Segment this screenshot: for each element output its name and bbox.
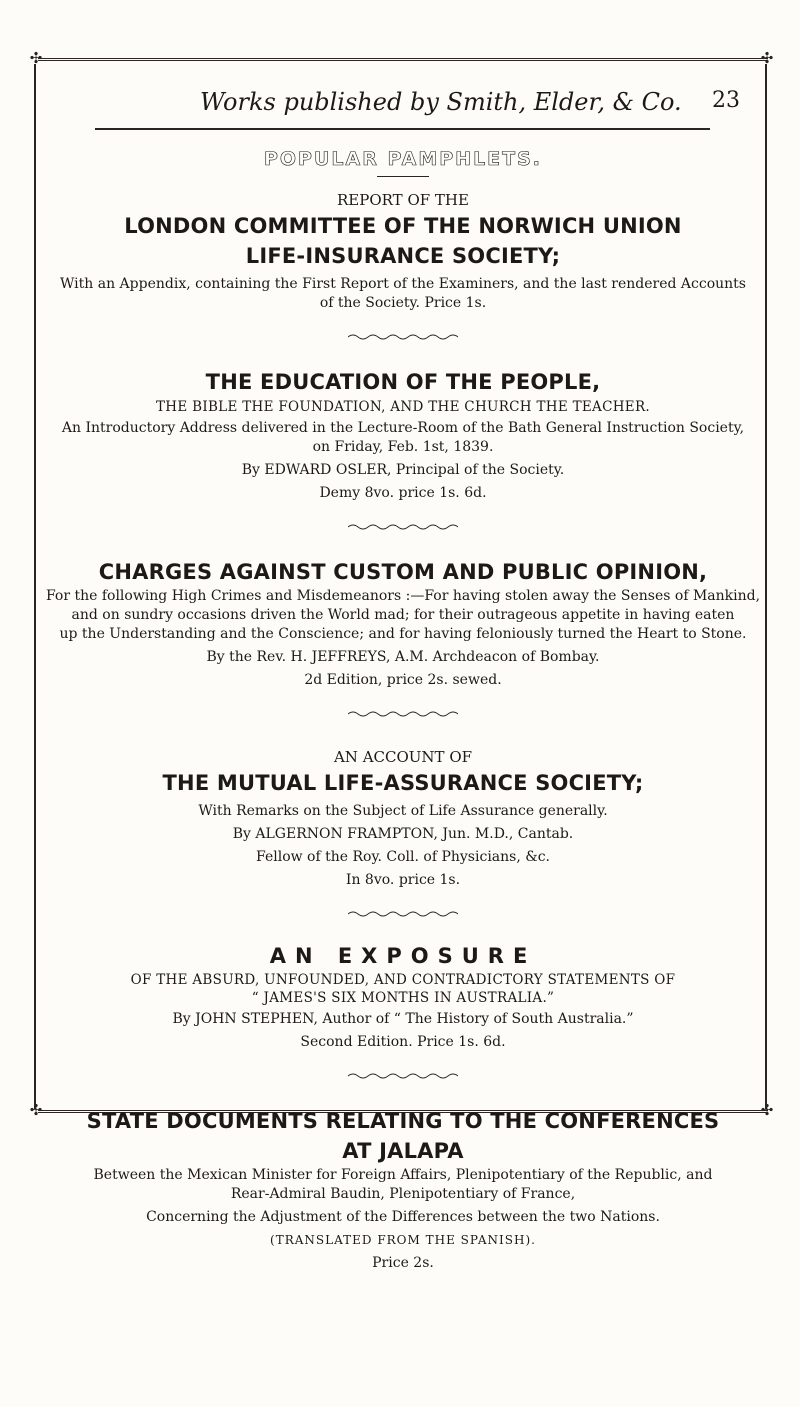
entry-line: For the following High Crimes and Misdemeanors :—For having stolen away the Senses of Mankind, <box>45 588 761 604</box>
entry-title: CHARGES AGAINST CUSTOM AND PUBLIC OPINION, <box>98 560 708 584</box>
entry-line: With Remarks on the Subject of Life Assurance generally. <box>198 803 608 819</box>
entry-line: up the Understanding and the Conscience; and for having feloniously turned the Heart to Stone. <box>59 626 747 642</box>
entry-title: LONDON COMMITTEE OF THE NORWICH UNION <box>124 214 682 238</box>
entry-subtitle: “ JAMES'S SIX MONTHS IN AUSTRALIA.” <box>251 990 555 1006</box>
entry-pre-title: REPORT OF THE <box>337 191 469 209</box>
entry-pre-title: AN ACCOUNT OF <box>333 748 473 766</box>
entry-price: In 8vo. price 1s. <box>345 872 461 888</box>
entry-subtitle: OF THE ABSURD, UNFOUNDED, AND CONTRADICTORY STATEMENTS OF <box>130 972 676 988</box>
page-number: 23 <box>712 88 740 113</box>
corner-ornament-icon: ✣ <box>29 49 43 67</box>
pamphlet-entry <box>40 557 766 690</box>
entry-note: (TRANSLATED FROM THE SPANISH). <box>270 1233 536 1247</box>
top-border-rule <box>38 58 768 61</box>
corner-ornament-icon: ✣ <box>29 1101 43 1119</box>
entry-line: and on sundry occasions driven the World mad; for their outrageous appetite in having eaten <box>71 607 735 623</box>
section-divider <box>377 176 429 177</box>
entry-line: of the Society. Price 1s. <box>319 295 487 311</box>
entry-author: By EDWARD OSLER, Principal of the Society. <box>241 462 565 478</box>
pamphlet-entry <box>40 748 766 890</box>
entry-title: STATE DOCUMENTS RELATING TO THE CONFERENCES <box>86 1109 720 1133</box>
wavy-divider <box>348 710 458 718</box>
entry-author: By ALGERNON FRAMPTON, Jun. M.D., Cantab. <box>232 826 574 842</box>
pamphlet-entry <box>40 944 766 1052</box>
corner-ornament-icon: ✣ <box>760 1101 774 1119</box>
entry-line: With an Appendix, containing the First Report of the Examiners, and the last rendered Accounts <box>60 276 746 292</box>
pamphlet-entry <box>40 367 766 503</box>
entry-line: Concerning the Adjustment of the Differences between the two Nations. <box>146 1209 660 1225</box>
entry-subtitle: THE BIBLE THE FOUNDATION, AND THE CHURCH THE TEACHER. <box>155 399 650 415</box>
entry-title: AT JALAPA <box>342 1139 464 1163</box>
entry-price: Second Edition. Price 1s. 6d. <box>300 1034 506 1050</box>
entry-price: Price 2s. <box>372 1255 434 1271</box>
pamphlet-entry <box>40 1106 766 1273</box>
entry-title: LIFE-INSURANCE SOCIETY; <box>245 244 561 268</box>
entry-price: 2d Edition, price 2s. sewed. <box>304 672 502 688</box>
corner-ornament-icon: ✣ <box>760 49 774 67</box>
section-title: POPULAR PAMPHLETS. <box>263 148 543 170</box>
page-content <box>40 136 766 1277</box>
running-header <box>60 88 740 120</box>
entry-line: Between the Mexican Minister for Foreign Affairs, Plenipotentiary of the Republic, and <box>93 1167 713 1183</box>
entry-line: An Introductory Address delivered in the Lecture-Room of the Bath General Instruction Society, <box>61 420 745 436</box>
wavy-divider <box>348 333 458 341</box>
entry-line: Rear-Admiral Baudin, Plenipotentiary of France, <box>230 1186 576 1202</box>
running-header-title: Works published by Smith, Elder, & Co. <box>200 88 682 116</box>
entry-line: on Friday, Feb. 1st, 1839. <box>312 439 494 455</box>
pamphlet-entry <box>40 191 766 313</box>
header-rule <box>95 128 710 130</box>
entry-title: THE EDUCATION OF THE PEOPLE, <box>205 370 601 394</box>
wavy-divider <box>348 910 458 918</box>
entry-author: By the Rev. H. JEFFREYS, A.M. Archdeacon of Bombay. <box>206 649 600 665</box>
wavy-divider <box>348 523 458 531</box>
entry-author: By JOHN STEPHEN, Author of “ The History of South Australia.” <box>172 1011 634 1027</box>
wavy-divider <box>348 1072 458 1080</box>
entry-title: THE MUTUAL LIFE-ASSURANCE SOCIETY; <box>162 771 644 795</box>
entry-line: Fellow of the Roy. Coll. of Physicians, &c. <box>256 849 550 865</box>
entry-price: Demy 8vo. price 1s. 6d. <box>319 485 487 501</box>
entry-title: AN EXPOSURE <box>269 944 537 968</box>
